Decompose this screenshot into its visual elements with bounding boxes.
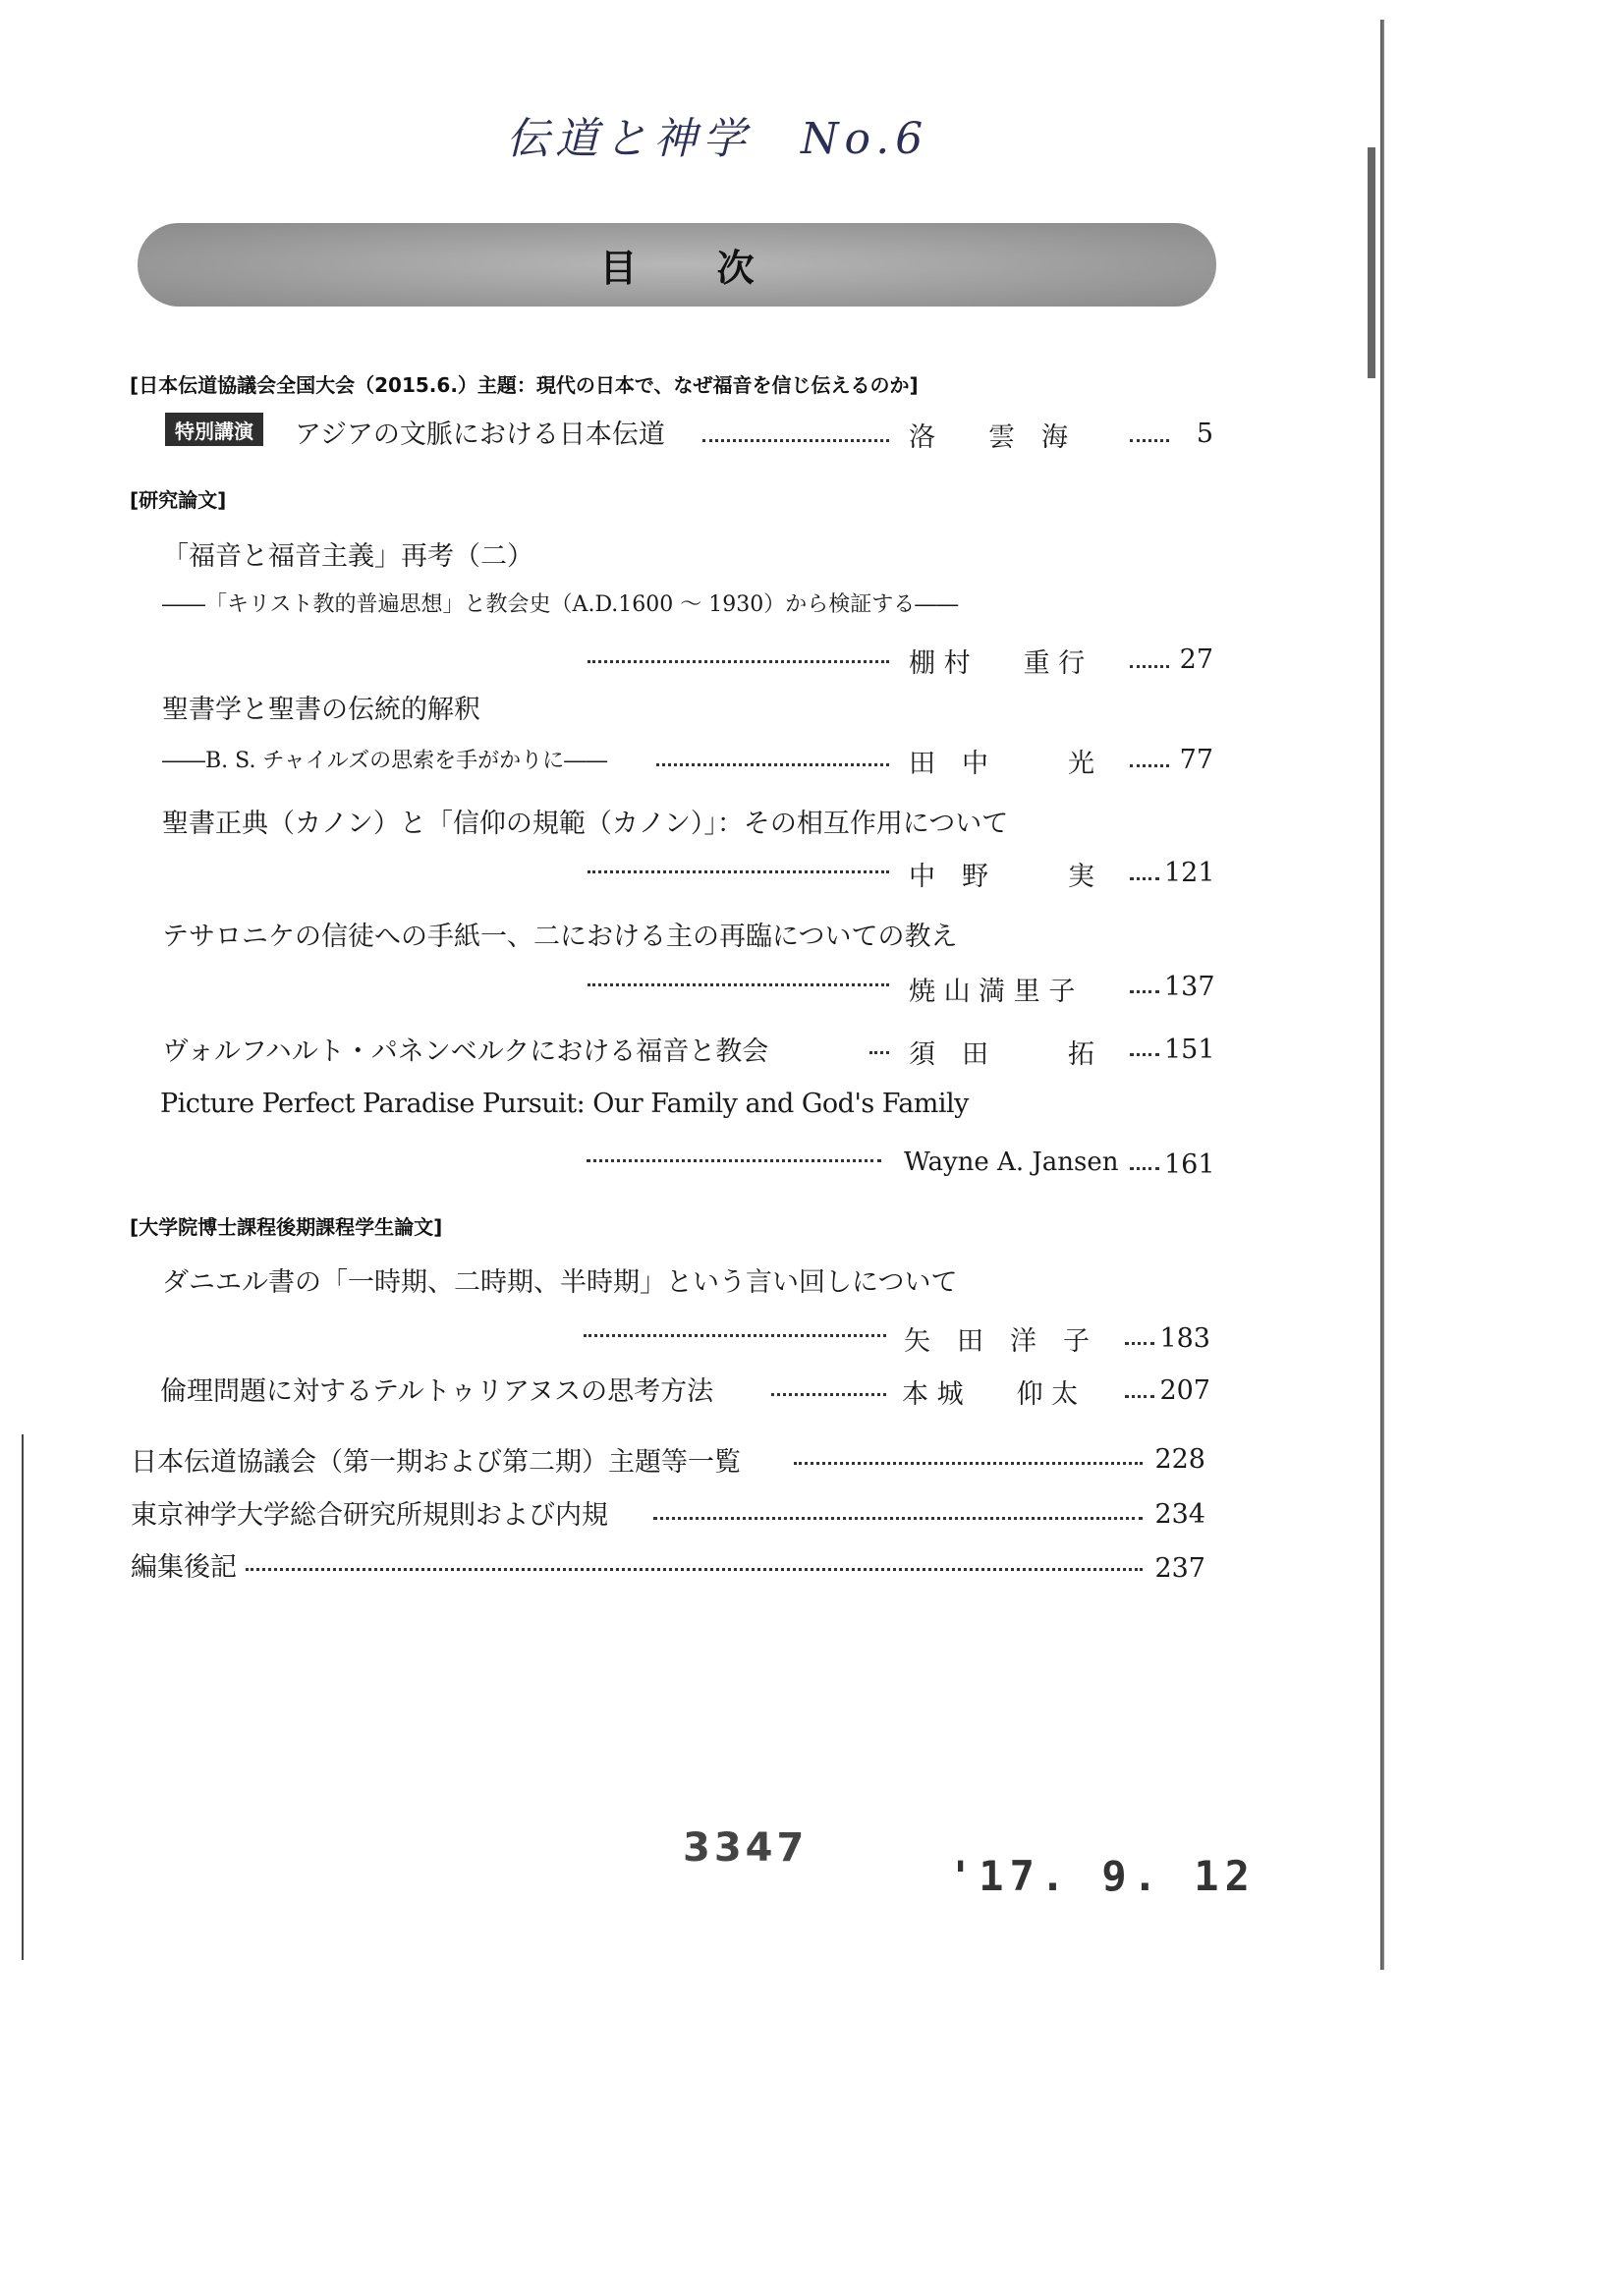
entry-author: 中 野 実 xyxy=(909,862,1094,892)
leader-dots xyxy=(1130,1167,1159,1170)
entry-title: 聖書正典（カノン）と「信仰の規範（カノン）」：その相互作用について xyxy=(162,809,1009,839)
entry-page: 183 xyxy=(1159,1323,1210,1354)
leader-dots xyxy=(588,983,889,986)
stamp-date: '17. 9. 12 xyxy=(948,1852,1256,1900)
section-research: [研究論文] xyxy=(130,488,227,512)
entry-title: 日本伝道協議会（第一期および第二期）主題等一覧 xyxy=(131,1447,741,1478)
entry-author: Wayne A. Jansen xyxy=(904,1148,1119,1177)
entry-author: 棚 村 重 行 xyxy=(909,648,1086,679)
toc-title: 目 次 xyxy=(599,247,788,290)
entry-author: 田 中 光 xyxy=(909,749,1094,779)
stamp-number: 3347 xyxy=(683,1825,809,1871)
entry-title: 編集後記 xyxy=(131,1552,237,1583)
scan-edge-right xyxy=(1380,20,1384,1970)
leader-dots xyxy=(1130,764,1169,767)
handwritten-note: 伝道と神学 No.6 xyxy=(506,114,929,164)
leader-dots xyxy=(1130,665,1169,668)
entry-page: 151 xyxy=(1164,1035,1215,1065)
leader-dots xyxy=(588,870,889,873)
entry-author: 本 城 仰 太 xyxy=(902,1379,1079,1410)
entry-author: 須 田 拓 xyxy=(909,1039,1094,1070)
entry-title: 倫理問題に対するテルトゥリアヌスの思考方法 xyxy=(160,1376,714,1407)
scan-edge-shadow xyxy=(1368,147,1375,378)
entry-page: 27 xyxy=(1179,644,1213,675)
entry-title: ダニエル書の「一時期、二時期、半時期」という言い回しについて xyxy=(162,1267,958,1298)
entry-title: 東京神学大学総合研究所規則および内規 xyxy=(131,1500,608,1531)
special-lecture-badge: 特別講演 xyxy=(165,413,263,446)
leader-dots xyxy=(1130,990,1159,993)
leader-dots xyxy=(656,763,889,766)
entry-title: アジアの文脈における日本伝道 xyxy=(295,420,665,450)
entry-author: 矢 田 洋 子 xyxy=(904,1326,1090,1357)
entry-page: 121 xyxy=(1164,858,1215,888)
entry-title: テサロニケの信徒への手紙一、二における主の再臨についての教え xyxy=(162,922,958,952)
entry-subtitle: ――B. S. チャイルズの思索を手がかりに―― xyxy=(162,749,608,773)
leader-dots xyxy=(1125,1342,1154,1345)
entry-page: 5 xyxy=(1196,419,1213,449)
entry-page: 207 xyxy=(1159,1375,1210,1406)
toc-banner xyxy=(138,223,1216,307)
leader-dots xyxy=(794,1462,1143,1465)
entry-subtitle: ――「キリスト教的普遍思想」と教会史（A.D.1600 ～ 1930）から検証する―― xyxy=(162,592,959,617)
section-doctoral: [大学院博士課程後期課程学生論文] xyxy=(130,1215,443,1239)
entry-author: 洛 雲 海 xyxy=(909,422,1068,453)
leader-dots xyxy=(1130,1053,1159,1056)
entry-page: 137 xyxy=(1164,972,1215,1002)
scan-edge-left xyxy=(22,1434,24,1960)
leader-dots xyxy=(246,1568,1143,1571)
leader-dots xyxy=(869,1051,889,1054)
leader-dots xyxy=(1125,1395,1154,1398)
leader-dots xyxy=(584,1334,886,1337)
leader-dots xyxy=(1130,877,1159,880)
leader-dots xyxy=(702,439,889,442)
leader-dots xyxy=(588,660,889,663)
entry-title: 聖書学と聖書の伝統的解釈 xyxy=(162,695,480,725)
entry-author: 焼 山 満 里 子 xyxy=(909,977,1076,1007)
leader-dots xyxy=(653,1517,1143,1520)
leader-dots xyxy=(587,1159,881,1162)
entry-page: 234 xyxy=(1154,1499,1205,1530)
entry-page: 161 xyxy=(1164,1149,1215,1180)
entry-page: 237 xyxy=(1154,1553,1205,1584)
leader-dots xyxy=(771,1393,886,1396)
entry-title: 「福音と福音主義」再考（二） xyxy=(162,541,533,572)
entry-title: ヴォルフハルト・パネンベルクにおける福音と教会 xyxy=(162,1036,769,1067)
entry-page: 77 xyxy=(1179,745,1213,775)
section-conference: [日本伝道協議会全国大会（2015.6.）主題：現代の日本で、なぜ福音を信じ伝えるのか] xyxy=(130,373,919,397)
entry-page: 228 xyxy=(1154,1444,1205,1475)
leader-dots xyxy=(1130,439,1169,442)
entry-title: Picture Perfect Paradise Pursuit: Our Family and God's Family xyxy=(160,1089,969,1119)
